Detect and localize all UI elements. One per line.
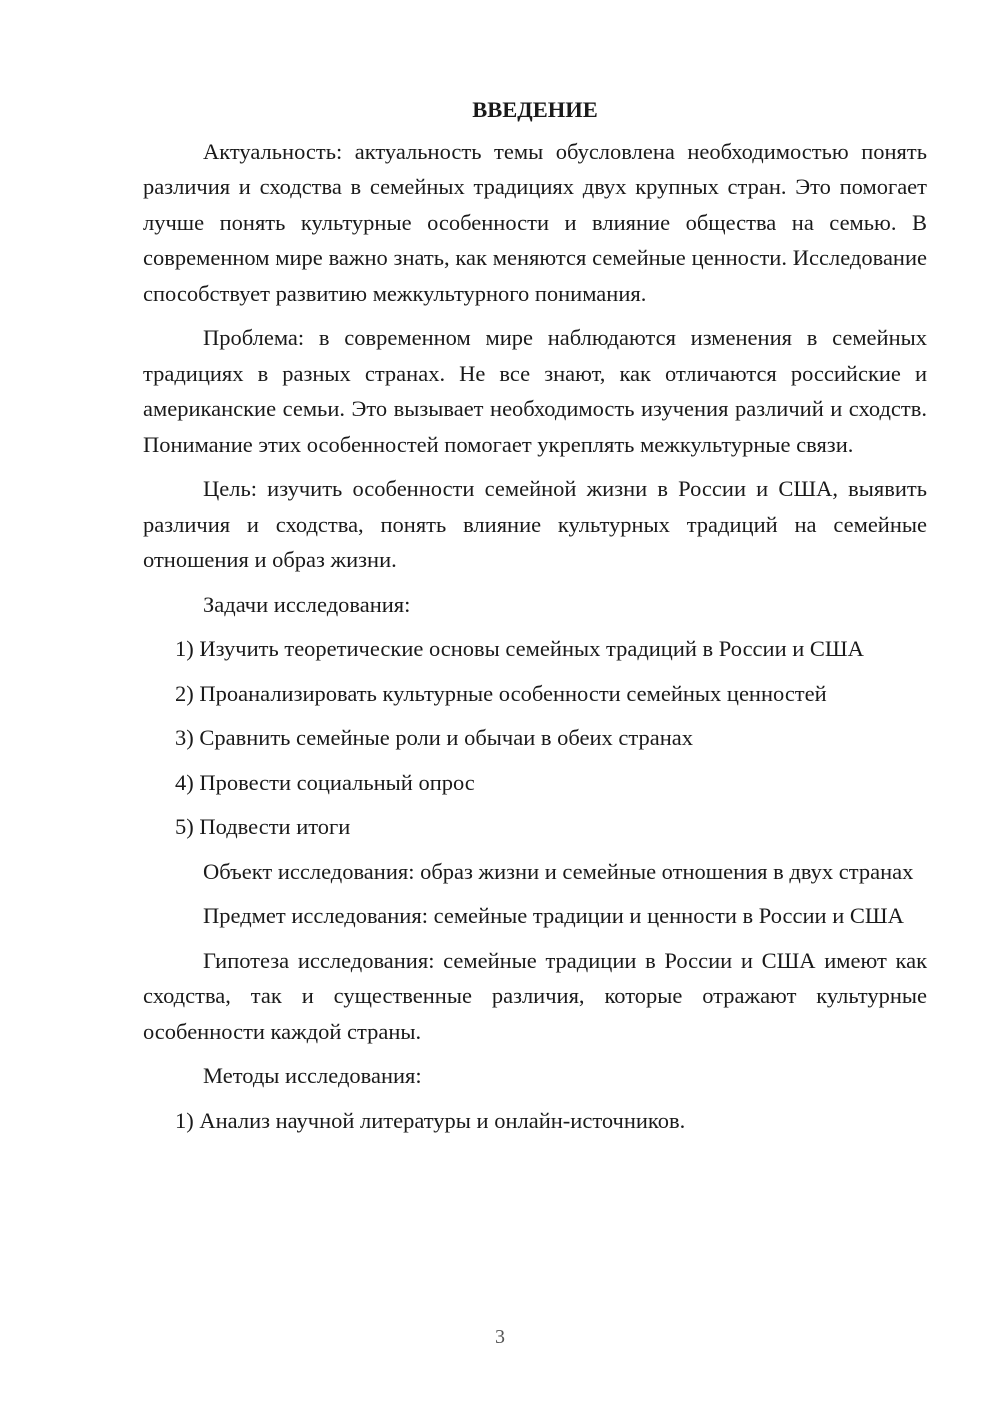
goal-paragraph: Цель: изучить особенности семейной жизни в России и США, выявить различия и сходства, понять влияние культурных традиций на семейные отношения и образ жизни. (143, 476, 927, 572)
list-item: 1) Изучить теоретические основы семейных традиций в России и США (175, 636, 864, 661)
problem-paragraph: Проблема: в современном мире наблюдаются изменения в семейных традициях в разных странах. Не все знают, как отличаются российские и американские семьи. Это вызывает необходимость изучения различий и сходств. Понимание этих особенностей помогает укреплять межкультурные связи. (143, 325, 927, 457)
methods-title: Методы исследования: (203, 1063, 422, 1088)
list-item: 2) Проанализировать культурные особенности семейных ценностей (175, 680, 827, 706)
list-item: 1) Анализ научной литературы и онлайн-источников. (175, 1107, 686, 1133)
tasks-title: Задачи исследования: (203, 591, 411, 617)
tasks-list (143, 631, 927, 845)
hypothesis-paragraph: Гипотеза исследования: семейные традиции в России и США имеют как сходства, так и существенные различия, которые отражают культурные особенности каждой страны. (143, 947, 927, 1044)
document-page (143, 92, 927, 1147)
methods-list (143, 1103, 927, 1139)
relevance-paragraph: Актуальность: актуальность темы обусловлена необходимостью понять различия и сходства в семейных традициях двух крупных стран. Это помогает лучше понять культурные особенности и влияние общества на семью. В современном мире важно знать, как меняются семейные ценности. Исследование способствует развитию межкультурного понимания. (143, 138, 927, 306)
page-title: ВВЕДЕНИЕ (472, 97, 598, 122)
list-item: 5) Подвести итоги (175, 814, 351, 839)
list-item: 4) Провести социальный опрос (175, 769, 475, 795)
object-paragraph: Объект исследования: образ жизни и семейные отношения в двух странах (203, 858, 914, 884)
list-item: 3) Сравнить семейные роли и обычаи в обеих странах (175, 725, 694, 750)
page-number: 3 (495, 1326, 505, 1348)
subject-paragraph: Предмет исследования: семейные традиции и ценности в России и США (203, 903, 904, 928)
